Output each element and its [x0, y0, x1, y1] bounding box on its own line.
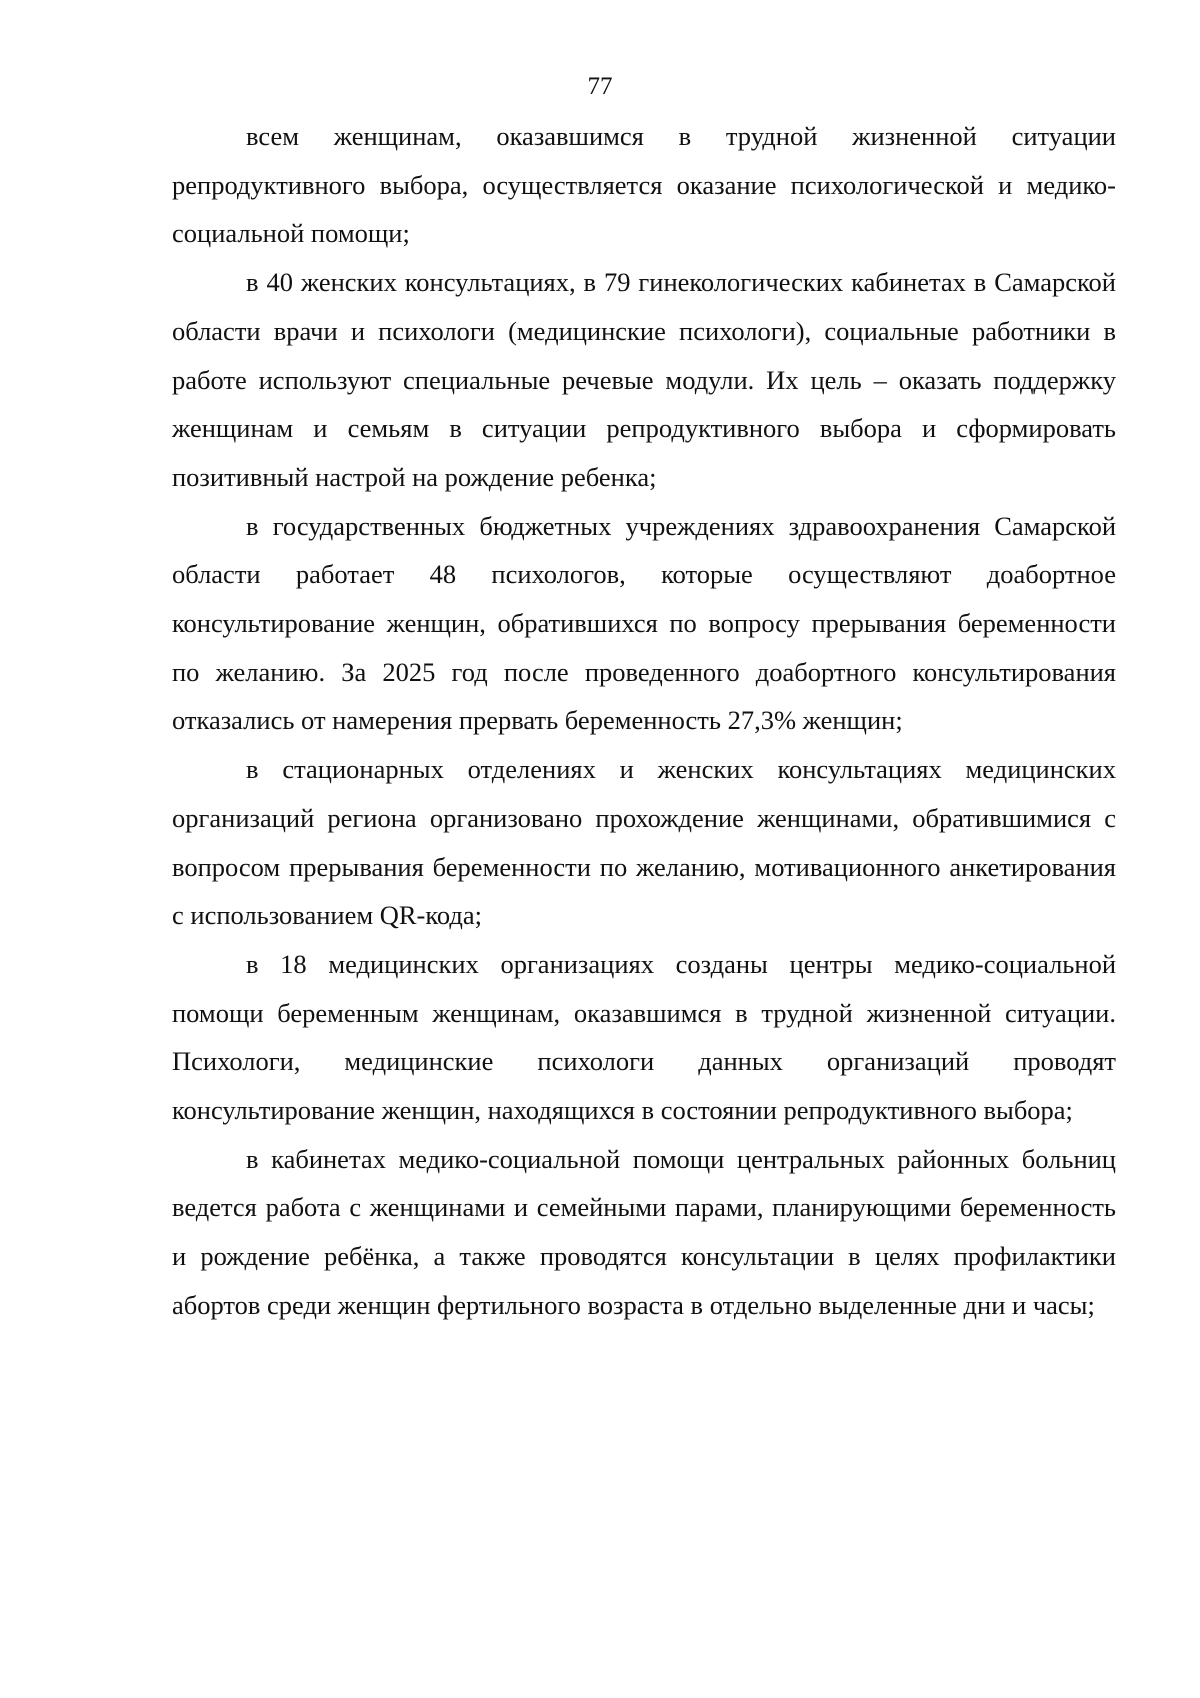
page-number: 77 [587, 73, 613, 100]
paragraph-speech-modules: в 40 женских консультациях, в 79 гинекологических кабинетах в Самарской области врачи и психологи (медицинские психологи), социальные работники в работе используют специальные речевые модули. Их цель – оказать поддержку женщинам и семьям в ситуации репродуктивного выбора и сформировать позитивный настрой на рождение ребенка; [172, 267, 1116, 492]
document-body [172, 112, 1116, 1330]
paragraph-psychologists-count: в государственных бюджетных учреждениях здравоохранения Самарской области работает 48 психологов, которые осуществляют доабортное консультирование женщин, обратившихся по вопросу прерывания беременности по желанию. За 2025 год после проведенного доабортного консультирования отказались от намерения прервать беременность 27,3% женщин; [172, 510, 1116, 736]
paragraph-qr-survey: в стационарных отделениях и женских консультациях медицинских организаций региона организовано прохождение женщинами, обратившимися с вопросом прерывания беременности по желанию, мотивационного анкетирования с использованием QR-кода; [172, 754, 1116, 931]
paragraph-medico-social-centers: в 18 медицинских организациях созданы центры медико-социальной помощи беременным женщинам, оказавшимся в трудной жизненной ситуации. Психологи, медицинские психологи данных организаций проводят консультирование женщин, находящихся в состоянии репродуктивного выбора; [172, 948, 1116, 1126]
paragraph-psychological-help: всем женщинам, оказавшимся в трудной жизненной ситуации репродуктивного выбора, осуществляется оказание психологической и медико-социальной помощи; [172, 121, 1116, 249]
paragraph-district-hospitals: в кабинетах медико-социальной помощи центральных районных больниц ведется работа с женщинами и семейными парами, планирующими беременность и рождение ребёнка, а также проводятся консультации в целях профилактики абортов среди женщин фертильного возраста в отдельно выделенные дни и часы; [172, 1143, 1116, 1320]
